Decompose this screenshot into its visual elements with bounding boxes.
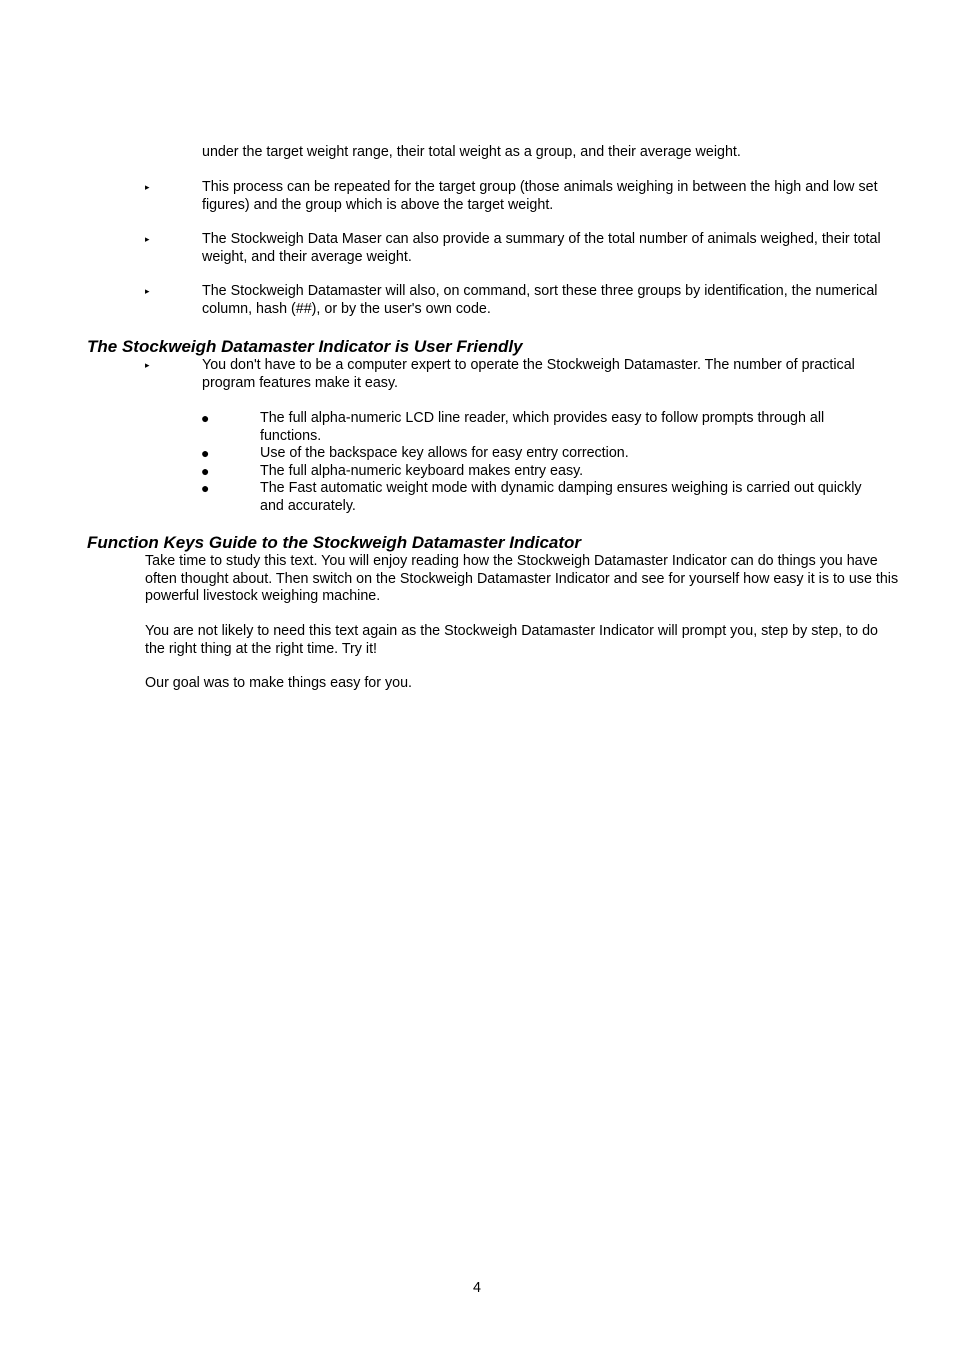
feature-item xyxy=(201,445,881,463)
list-item-text: The Stockweigh Datamaster will also, on command, sort these three groups by identification, the numerical column, hash (##), or by the user's own code. xyxy=(202,283,878,317)
list-item xyxy=(145,231,905,266)
list-item-text: This process can be repeated for the target group (those animals weighing in between the high and low set figures) and the group which is above the target weight. xyxy=(202,179,878,213)
section-heading-function-keys: Function Keys Guide to the Stockweigh Datamaster Indicator xyxy=(87,533,582,552)
bullet-dot-icon: ● xyxy=(201,480,210,497)
bullet-dot-icon: ● xyxy=(201,410,210,426)
feature-item-text: The full alpha-numeric keyboard makes entry easy. xyxy=(260,462,584,479)
feature-item xyxy=(201,410,881,445)
triangle-bullet-icon: ▸ xyxy=(145,360,150,370)
list-item xyxy=(145,283,905,318)
paragraph: Take time to study this text. You will enjoy reading how the Stockweigh Datamaster Indicator can do things you have often thought about. Then switch on the Stockweigh Datamaster Indicator and see for yourself how easy it is to use this powerful livestock weighing machine. xyxy=(145,553,899,605)
section-heading-user-friendly: The Stockweigh Datamaster Indicator is User Friendly xyxy=(87,337,523,356)
list-item-text: You don't have to be a computer expert to operate the Stockweigh Datamaster. The number of practical program features make it easy. xyxy=(202,357,855,391)
list-item-text: The Stockweigh Data Maser can also provide a summary of the total number of animals weighed, their total weight, and their average weight. xyxy=(202,231,881,265)
bullet-dot-icon: ● xyxy=(201,462,210,479)
feature-item xyxy=(201,463,881,481)
triangle-bullet-icon: ▸ xyxy=(145,182,150,192)
paragraph: Our goal was to make things easy for you. xyxy=(145,675,413,691)
bullet-dot-icon: ● xyxy=(201,445,210,462)
list-item xyxy=(145,179,905,214)
feature-item xyxy=(201,480,881,515)
feature-item-text: The full alpha-numeric LCD line reader, which provides easy to follow prompts through all functions. xyxy=(260,410,825,444)
triangle-bullet-icon: ▸ xyxy=(145,234,150,244)
paragraph: You are not likely to need this text again as the Stockweigh Datamaster Indicator will prompt you, step by step, to do the right thing at the right time. Try it! xyxy=(145,623,878,657)
feature-list xyxy=(201,410,881,516)
page-number: 4 xyxy=(473,1280,481,1296)
intro-continuation: under the target weight range, their total weight as a group, and their average weight. xyxy=(202,144,741,160)
feature-item-text: Use of the backspace key allows for easy entry correction. xyxy=(260,445,629,462)
triangle-bullet-icon: ▸ xyxy=(145,286,150,296)
feature-item-text: The Fast automatic weight mode with dynamic damping ensures weighing is carried out quickly and accurately. xyxy=(260,480,862,514)
list-item xyxy=(145,357,905,392)
